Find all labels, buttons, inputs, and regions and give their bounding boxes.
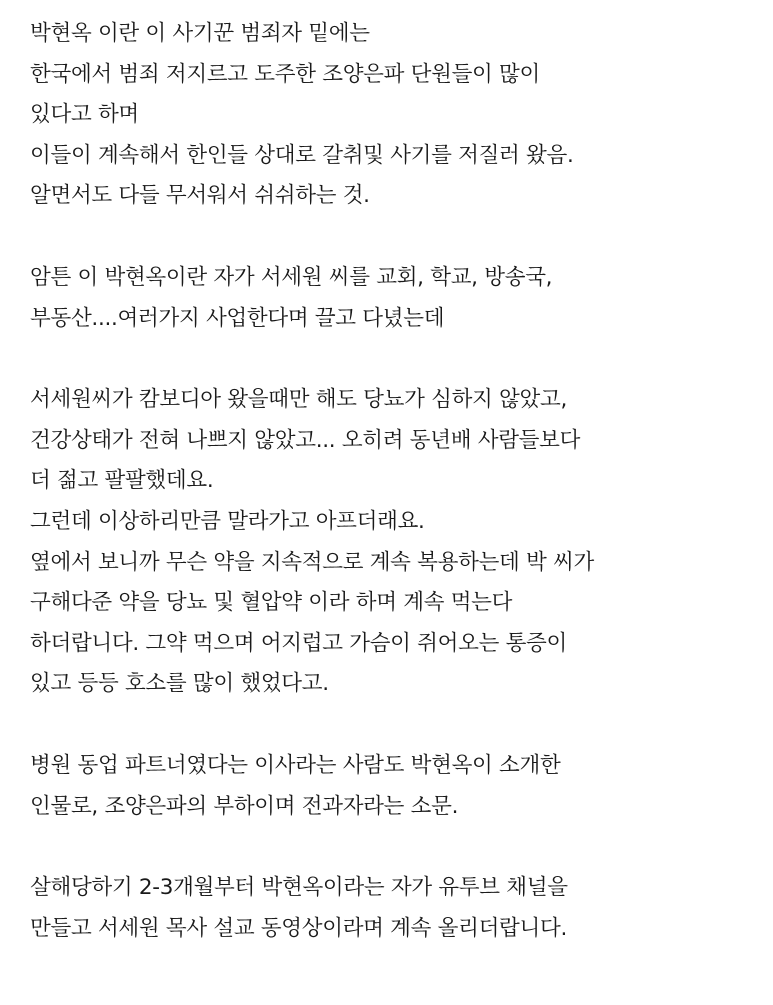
paragraph-3	[30, 380, 753, 705]
text-line: 서세원씨가 캄보디아 왔을때만 해도 당뇨가 심하지 않았고,	[30, 387, 567, 413]
text-line: 그런데 이상하리만큼 말라가고 아프더래요.	[30, 508, 425, 534]
text-line: 구해다준 약을 당뇨 및 혈압약 이라 하며 계속 먹는다	[30, 590, 513, 616]
text-line: 옆에서 보니까 무슨 약을 지속적으로 계속 복용하는데 박 씨가	[30, 549, 595, 575]
text-line: 있다고 하며	[30, 102, 139, 128]
paragraph-5	[30, 868, 753, 949]
text-line: 건강상태가 전혀 나쁘지 않았고... 오히려 동년배 사람들보다	[30, 427, 581, 453]
text-line: 암튼 이 박현옥이란 자가 서세원 씨를 교회, 학교, 방송국,	[30, 264, 553, 290]
text-line: 부동산....여러가지 사업한다며 끌고 다녔는데	[30, 305, 445, 331]
text-line: 살해당하기 2-3개월부터 박현옥이라는 자가 유투브 채널을	[30, 875, 568, 901]
text-line: 인물로, 조양은파의 부하이며 전과자라는 소문.	[30, 793, 459, 819]
paragraph-2	[30, 258, 753, 339]
text-line: 하더랍니다. 그약 먹으며 어지럽고 가슴이 쥐어오는 통증이	[30, 630, 567, 656]
text-line: 있고 등등 호소를 많이 했었다고.	[30, 671, 329, 697]
text-line: 이들이 계속해서 한인들 상대로 갈취및 사기를 저질러 왔음.	[30, 142, 574, 168]
text-line: 만들고 서세원 목사 설교 동영상이라며 계속 올리더랍니다.	[30, 915, 567, 941]
text-line: 알면서도 다들 무서워서 쉬쉬하는 것.	[30, 183, 370, 209]
text-line: 한국에서 범죄 저지르고 도주한 조양은파 단원들이 많이	[30, 61, 540, 87]
text-line: 더 젊고 팔팔했데요.	[30, 468, 214, 494]
text-line: 박현옥 이란 이 사기꾼 범죄자 밑에는	[30, 21, 370, 46]
text-line: 병원 동업 파트너였다는 이사라는 사람도 박현옥이 소개한	[30, 752, 561, 778]
paragraph-1	[30, 14, 753, 217]
paragraph-4	[30, 746, 753, 827]
